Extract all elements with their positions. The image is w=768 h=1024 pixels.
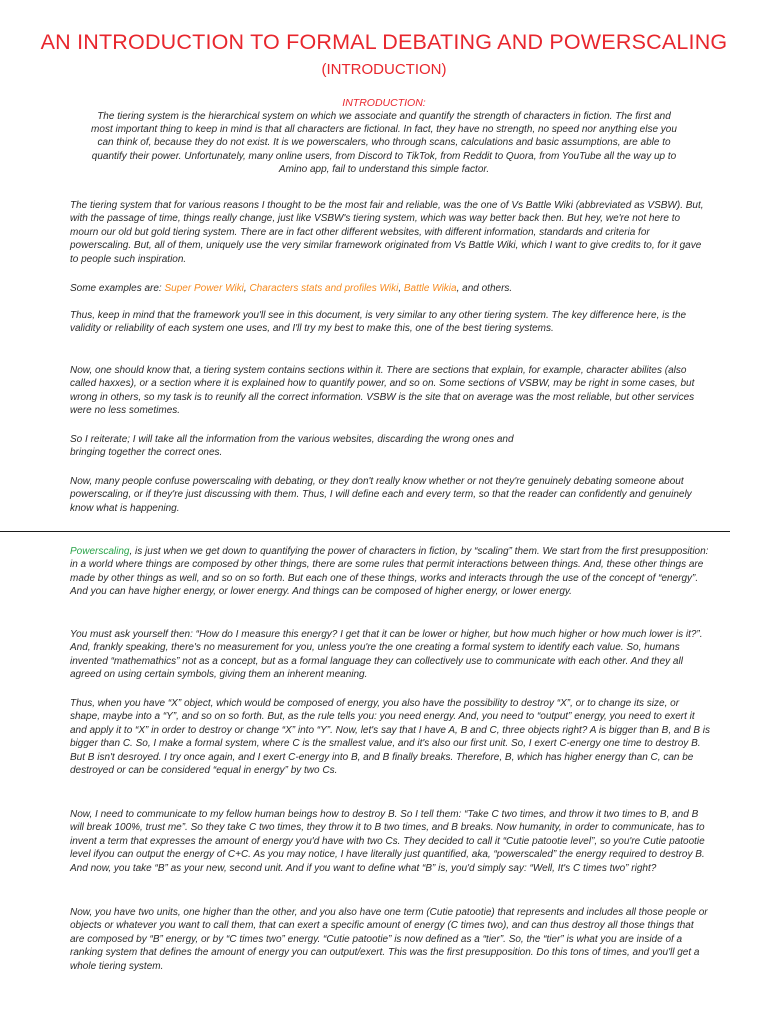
paragraph-framework: Thus, keep in mind that the framework you'll see in this document, is very similar to any other tiering system. The key difference here, is the validity or reliability of each system one uses, and I'll try my best to make this, one of the best tiering systems. — [70, 310, 687, 335]
examples-separator: , — [398, 283, 404, 294]
paragraph-examples — [70, 282, 710, 295]
paragraph-reiterate: So I reiterate; I will take all the information from the various websites, discarding the wrong ones and bringing together the correct ones. — [70, 434, 514, 459]
paragraph-tier-definition: Now, you have two units, one higher than the other, and you also have one term (Cutie patootie) that represents and includes all those people or objects or whatever you want to call them, that can exert a specific amount of energy (C times two), and can thus destroy all those things that are composed by “B” energy, or by “C times two” energy. “Cutie patootie” is now defined as a “tier”. So, the “tier” is what you are inside of a ranking system that defines the amount of energy you can output/exert. This was the first presupposition. Do this tons of times, and you'll get a whole tiering system. — [70, 907, 708, 972]
powerscaling-definition-text: , is just when we get down to quantifying the power of characters in fiction, by “scaling” them. We start from the first presupposition: in a world where things are composed by other things, there are some rules that permit interactions between things. And, these other things are made by other things as well, and so on so forth. But each one of these things, works and interacts through the use of the concept of “energy”. And you can have higher energy, or lower energy. And things can be composed of higher energy, or lower energy. — [70, 546, 709, 598]
link-battle-wikia[interactable]: Battle Wikia — [403, 283, 457, 294]
paragraph-communicate: Now, I need to communicate to my fellow human beings how to destroy B. So I tell them: “Take C two times, and throw it two times to B, and B will break 100%, trust me”. So they take C two times, they throw it to B two times, and B breaks. Now humanity, in order to communicate, has to invent a term that expresses the amount of energy you'd have with two Cs. They decided to call it “Cutie patootie level”, so you're Cutie patootie level ifyou can output the energy of C+C. As you may notice, I have literally just quantified, aka, “powerscaled” the energy required to destroy B. And now, you take “B” as your new, second unit. And if you want to define what “B” is, you'd simply say: “Well, It's C times two” right? — [70, 809, 705, 874]
paragraph-debating: Now, many people confuse powerscaling with debating, or they don't really know whether or not they're genuinely debating someone about powerscaling, or if they're just discussing with them. Thus, I will define each and every term, so that the reader can confidently and genuinely know what is happening. — [70, 476, 692, 514]
paragraph-x-object: Thus, when you have “X” object, which would be composed of energy, you also have the possibility to destroy “X”, or to change its size, or shape, maybe into a “Y”, and so on so forth. But, as the rule tells you: you need energy. And, you need to “output” energy, you need to exert it and apply it to “X” in order to destroy or change “X” into “Y”. Now, let's say that I have A, B and C, three objects right? A is bigger than B, and B is bigger than C. So, I make a formal system, where C is the smallest value, and it's also our first unit. So, I exert C-energy one time to destroy B. But B isn't desroyed. I try once again, and I exert C-energy into B, and B finally breaks. Therefore, B, which has higher energy than C, can be destroyed or can be considered “equal in energy” by two Cs. — [70, 698, 711, 777]
link-super-power-wiki[interactable]: Super Power Wiki — [164, 283, 244, 294]
section-divider — [0, 531, 730, 532]
paragraph-powerscaling-definition — [70, 545, 710, 599]
powerscaling-term: Powerscaling — [70, 546, 130, 557]
paragraph-vsbw: The tiering system that for various reasons I thought to be the most fair and reliable, was the one of Vs Battle Wiki (abbreviated as VSBW). But, with the passage of time, things really change, just like VSBW's tiering system, which was way better back then. But hey, we're not here to mourn our old but gold tiering system. There are in fact other different websites, with different information, standards and criteria for powerscaling. But, all of them, uniquely use the very similar framework originated from Vs Battle Wiki, which I want to give credits to, for it gave to people such inspiration. — [70, 200, 704, 265]
link-characters-stats-wiki[interactable]: Characters stats and profiles Wiki — [249, 283, 399, 294]
intro-heading: INTRODUCTION: — [342, 97, 426, 109]
examples-separator: , — [243, 283, 250, 294]
document-title: AN INTRODUCTION TO FORMAL DEBATING AND POWERSCALING — [40, 30, 728, 54]
examples-suffix: , and others. — [456, 283, 513, 294]
intro-paragraph: The tiering system is the hierarchical system on which we associate and quantify the strength of characters in fiction. The first and most important thing to keep in mind is that all characters are fictional. In fact, they have no strength, no speed nor anything else you can think of, because they do not exist. It is we powerscalers, who through scans, calculations and basic assumptions, are able to quantify their power. Unfortunately, many online users, from Discord to TikTok, from Reddit to Quora, from YouTube all the way up to Amino app, fail to understand this simple factor. — [91, 111, 677, 175]
examples-prefix: Some examples are: — [70, 283, 165, 294]
paragraph-sections: Now, one should know that, a tiering system contains sections within it. There are sections that explain, for example, character abilites (also called haxxes), or a section where it is explained how to quantify power, and so on. Some sections of VSBW, may be right in some cases, but wrong in others, so my task is to reunify all the correct information. VSBW is the site that on average was the most reliable, but other services were no less sometimes. — [70, 365, 695, 417]
paragraph-measure-energy: You must ask yourself then: “How do I measure this energy? I get that it can be lower or higher, but how much higher or how much lower is it?”. And, frankly speaking, there's no measurement for you, unless you're the one creating a formal system to identify each value. So, humans invented “mathemathics” not as a concept, but as a formal language they can collectively use to communicate with each other. And they all agreed on using certain symbols, giving them an inherent meaning. — [70, 629, 703, 681]
document-subtitle: (INTRODUCTION) — [321, 61, 447, 78]
